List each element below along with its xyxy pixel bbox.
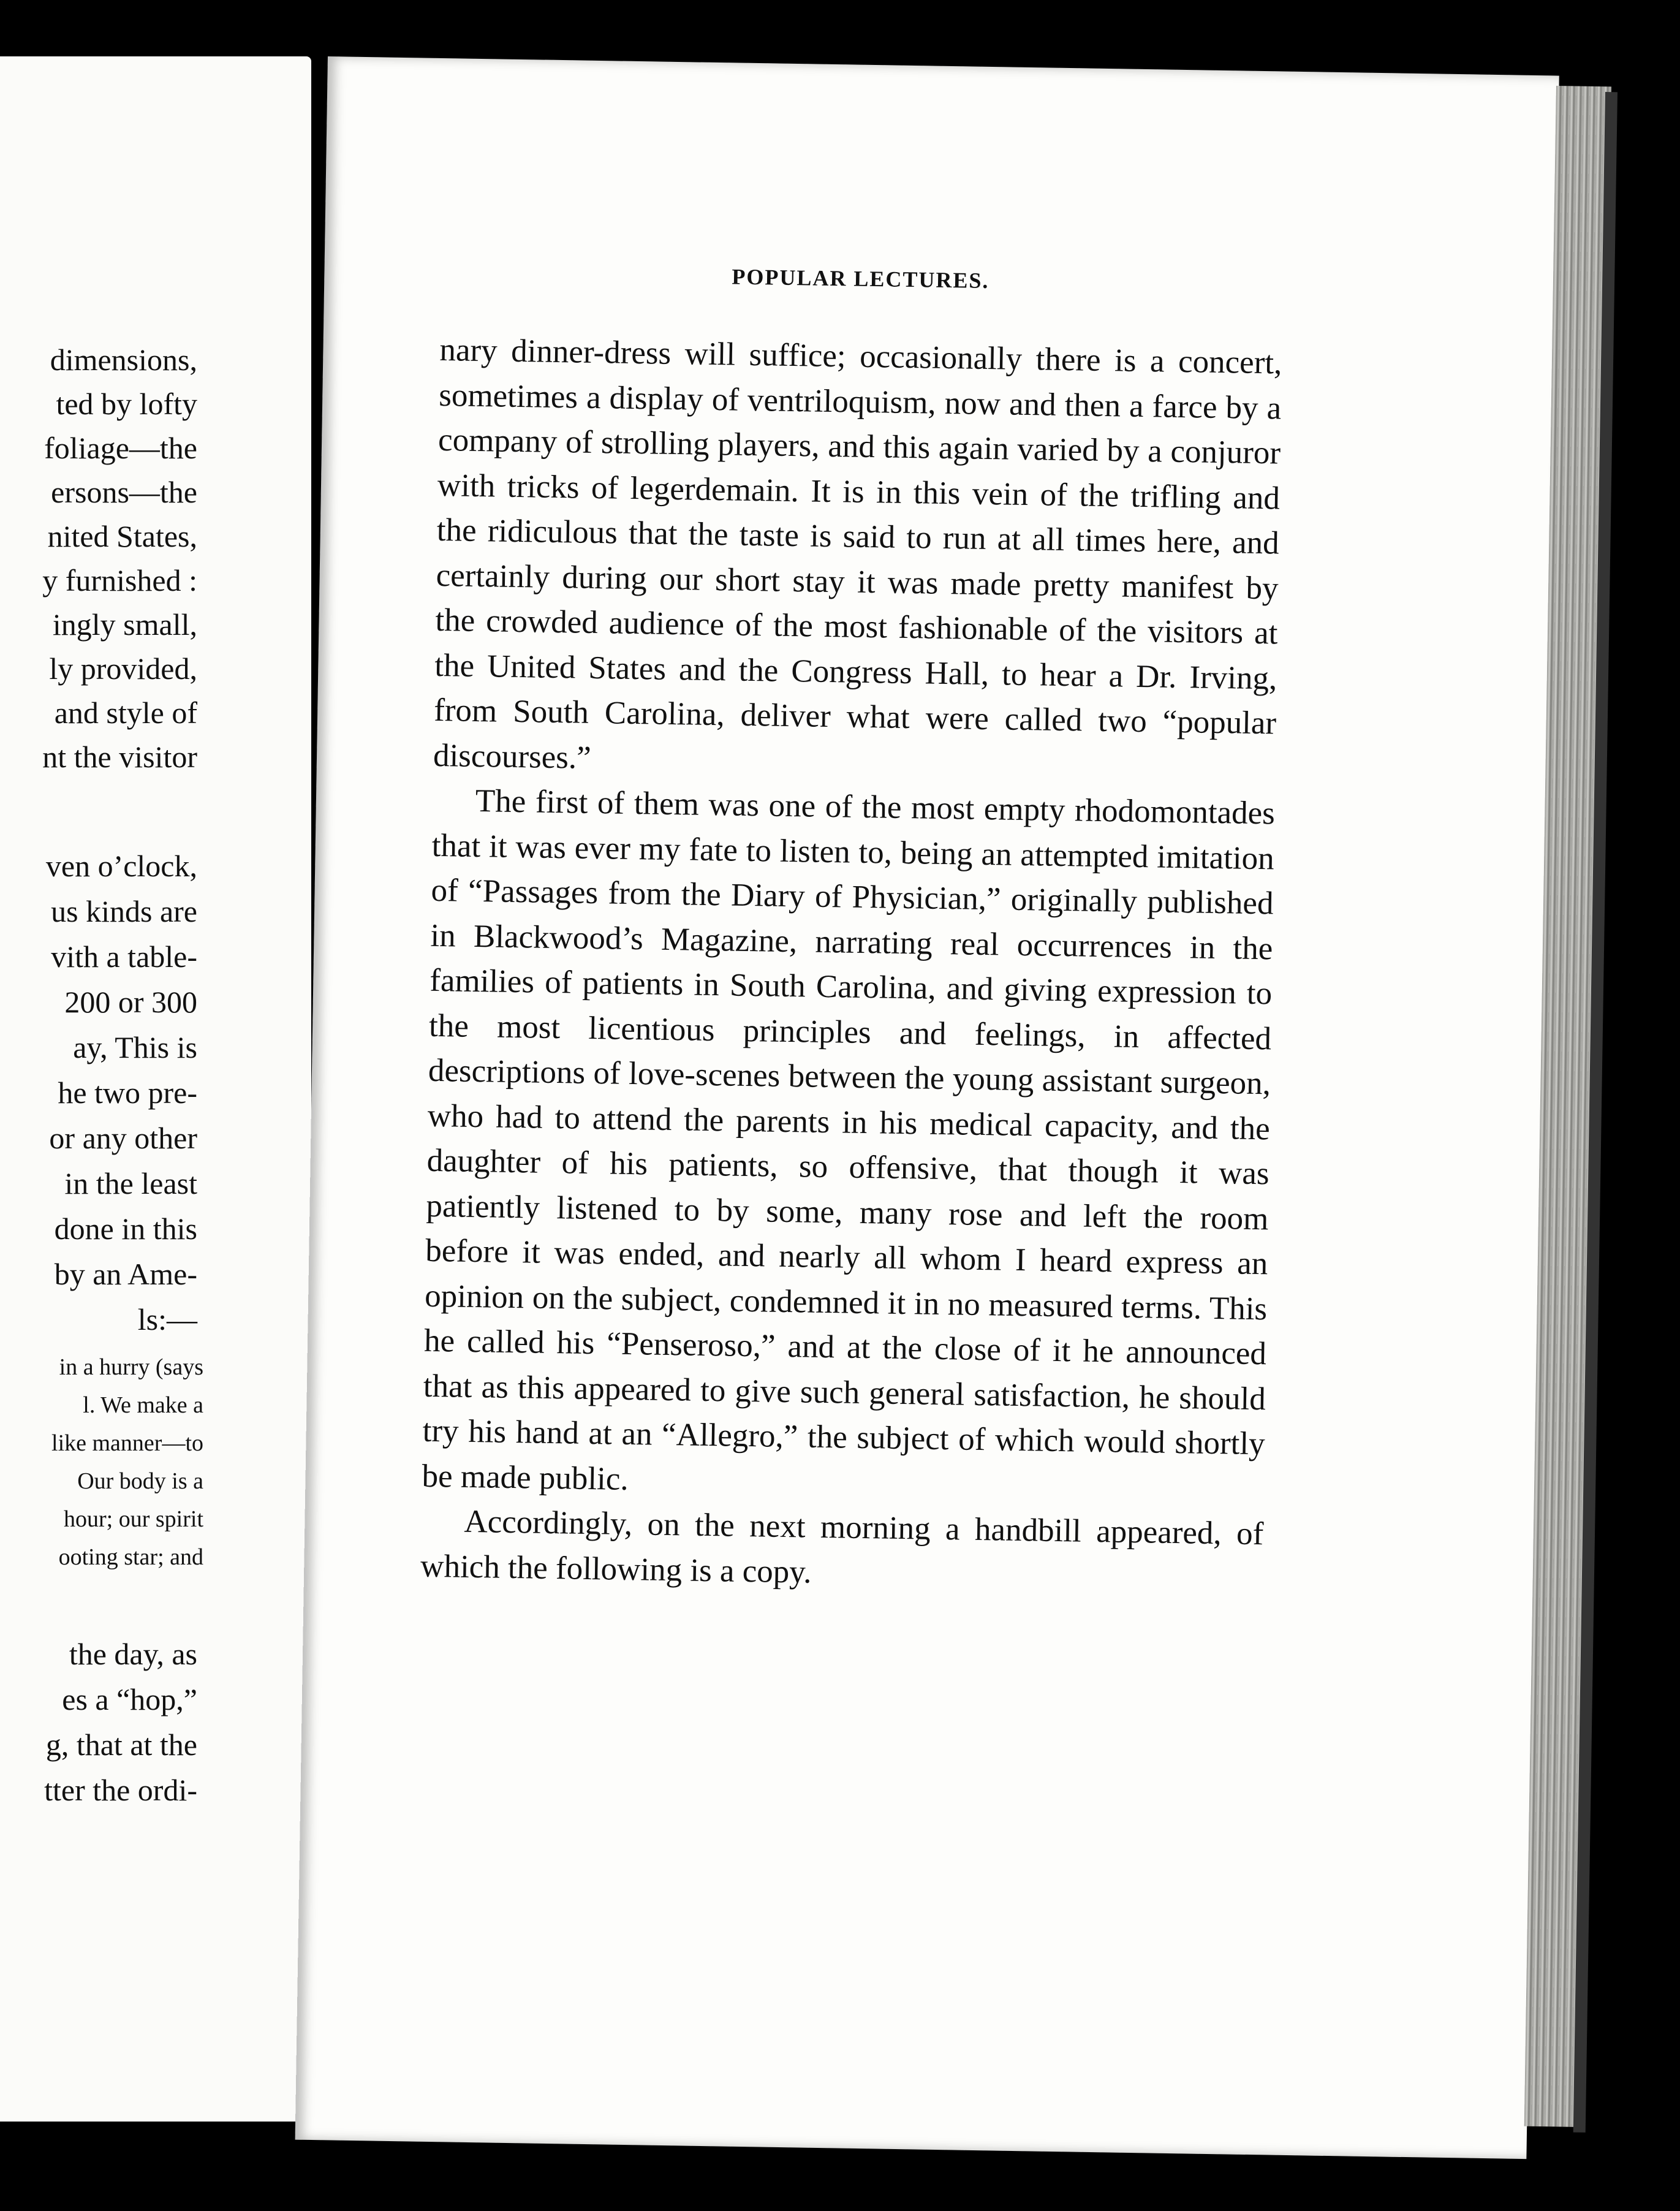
left-line: vith a table- xyxy=(51,939,197,974)
running-head: POPULAR LECTURES. xyxy=(732,264,989,293)
left-line: ay, This is xyxy=(73,1030,197,1064)
left-line: by an Ame- xyxy=(54,1257,197,1291)
left-line: or any other xyxy=(49,1121,197,1155)
left-line: nt the visitor xyxy=(42,740,197,774)
left-footnote-line: in a hurry (says xyxy=(59,1354,203,1380)
right-page xyxy=(295,56,1559,2159)
left-footnote-line: hour; our spirit xyxy=(64,1506,203,1532)
left-line: foliage—the xyxy=(44,431,197,465)
left-line: 200 or 300 xyxy=(64,985,197,1019)
left-line: dimensions, xyxy=(50,343,197,377)
left-line: us kinds are xyxy=(51,894,197,928)
left-line: in the least xyxy=(64,1166,197,1200)
left-footnote-line: like manner—to xyxy=(51,1430,203,1456)
left-line: g, that at the xyxy=(45,1727,197,1762)
left-line: ingly small, xyxy=(52,607,197,642)
left-line: he two pre- xyxy=(58,1075,197,1110)
paragraph: The first of them was one of the most empty rhodomontades that it was ever my fate to listen to, being an attempted imitation of “Passages from the Diary of Physician,” originally published in Blackwood’s Magazine, narrating real occurrences in the families of patients in South Carolina, and giving expression to the most licentious principles and feelings, in affected descriptions of love-scenes between the young assistant surgeon, who had to attend the parents in his medical capacity, and the daughter of his patients, so offensive, that though it was patiently listened to by some, many rose and left the room before it was ended, and nearly all whom I heard express an opinion on the subject, condemned it in no measured terms. This he called his “Penseroso,” and at the close of it he announced that as this appeared to give such general satisfaction, he should try his hand at an “Allegro,” the subject of which would shortly be made public. xyxy=(422,783,1276,1497)
left-line: ly provided, xyxy=(49,651,197,686)
left-line: ls:— xyxy=(137,1302,197,1337)
left-line: y furnished : xyxy=(42,563,197,597)
page-body xyxy=(420,328,1282,1602)
paragraph: Accordingly, on the next morning a handbill appeared, of which the following is a copy. xyxy=(420,1503,1264,1590)
left-page xyxy=(0,56,311,2122)
left-footnote-line: ooting star; and xyxy=(58,1544,203,1570)
left-footnote-line: l. We make a xyxy=(83,1392,203,1418)
left-line: ted by lofty xyxy=(56,387,197,421)
left-line: ven o’clock, xyxy=(45,849,197,883)
left-footnote-line: Our body is a xyxy=(77,1468,203,1494)
page-header xyxy=(732,264,1627,293)
paragraph: nary dinner-dress will suffice; occasionally there is a concert, sometimes a display of ventriloquism, now and then a farce by a company of strolling players, and this again varied by a conjuror with tricks of legerdemain. It is in this vein of the trifling and the ridiculous that the taste is said to run at all times here, and certainly during our short stay it was made pretty manifest by the crowded audience of the most fashionable of the visitors at the United States and the Congress Hall, to hear a Dr. Irving, from South Carolina, deliver what were called two “popular discourses.” xyxy=(433,332,1282,776)
left-line: and style of xyxy=(54,696,197,730)
left-line: ersons—the xyxy=(51,475,197,509)
left-line: es a “hop,” xyxy=(62,1682,197,1716)
left-line: nited States, xyxy=(47,519,197,553)
left-line: done in this xyxy=(54,1212,197,1246)
left-line: the day, as xyxy=(69,1637,197,1671)
left-line: tter the ordi- xyxy=(44,1773,197,1807)
